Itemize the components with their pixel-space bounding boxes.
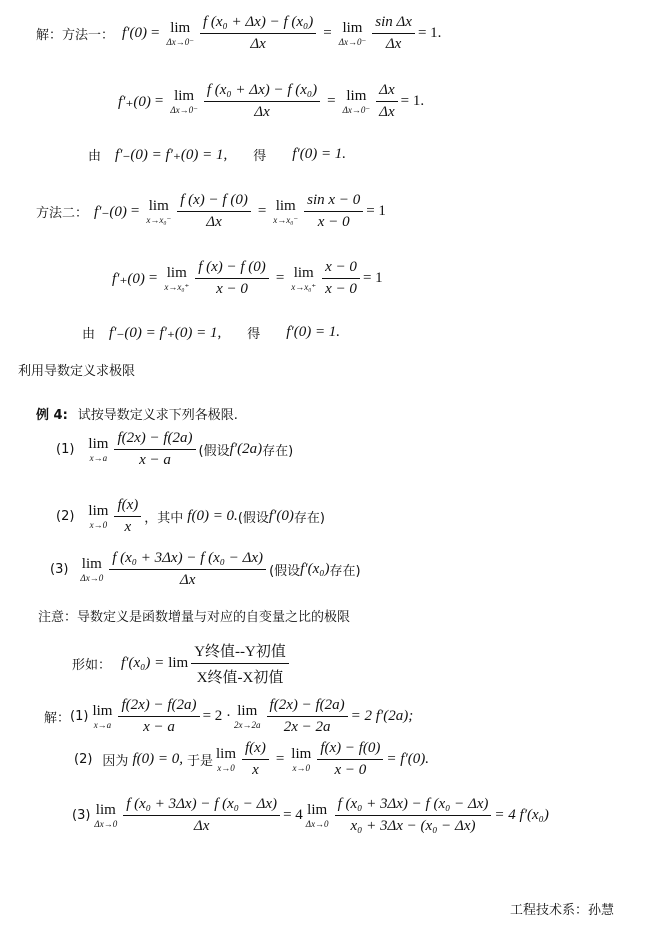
example-item-2: (2) lim x→0 $\frac{f(x)}{x}$ ，其中 f(0) = 0. (假设 f′(0) 存在) [56,497,325,535]
fraction: $\frac{\text{Y终值--Y初值}}{\text{X终值-X初值}}$ [191,640,289,687]
fraction: $\frac{\text{f (x₀ + 3Δx) − f (x₀ − Δx)}}{\Delta x}$ [123,796,280,835]
example-item-1: (1) lim x→a $\frac{f(2x) - f(2a)}{x - a}$ (假设 f′(2a) 存在) [56,430,294,468]
lhs: f′₊(0) [118,94,151,110]
limit: lim x→a [92,702,113,730]
method2-label: 方法二： [36,206,89,221]
limit: lim Δx→0 [305,801,329,829]
fraction: $\frac{\text{f (x₀ + Δx) − f (x₀)}}{\Delta x}$ [200,14,316,53]
limit: lim x→0 [291,745,312,773]
fraction: $\frac{\text{f (x₀ + 3Δx) − f (x₀ − Δx)}}{\text{x₀ + 3Δx − (x₀ − Δx)}}$ [335,796,492,835]
example-header [36,404,238,423]
limit: lim x→x₀⁺ [291,264,317,292]
limit: lim Δx→0 [94,801,118,829]
solution-3: (3) lim Δx→0 $\frac{\text{f (x₀ + 3Δx) − f (x₀ − Δx)}}{\Delta x}$ = 4 lim Δx→0 $\frac{\text{f (x₀ + 3Δx) − f (x₀ − Δx)}}{\text{x₀ + 3Δx − (x₀ − Δx)}}$ = 4 f′(x₀) [72,796,549,834]
lhs: f′₋(0) [94,204,127,220]
fraction: $\frac{f(2x) - f(2a)}{2x - 2a}$ [267,697,348,736]
note-text: 注意：导数定义是函数增量与对应的自变量之比的极限 [38,610,351,625]
fraction: $\frac{\text{f (x₀ + 3Δx) − f (x₀ − Δx)}}{\Delta x}$ [109,550,266,589]
result: = 1 [362,270,383,286]
limit: lim Δx→0 [80,555,104,583]
method1-line2: f′₊(0) = lim Δx→0⁻ $\frac{\text{f (x₀ + Δx) − f (x₀)}}{\Delta x}$ = lim Δx→0⁻ $\frac{\Delta x}{\Delta x}$ = 1. [118,82,425,120]
fraction: $\frac{f(x)}{x}$ [114,497,141,536]
fraction: $\frac{f(x) - f(0)}{x - 0}$ [317,740,383,779]
limit: lim x→a [88,435,109,463]
limit: lim 2x→2a [234,702,261,730]
limit: lim Δx→0⁻ [338,19,367,47]
fraction: $\frac{x - 0}{x - 0}$ [322,259,360,298]
limit: lim Δx→0⁻ [342,87,371,115]
fraction: $\frac{f(2x) - f(2a)}{x - a}$ [118,697,199,736]
limit: lim x→0 [215,745,236,773]
lhs: f′₊(0) [112,271,145,287]
example-item-3: (3) lim Δx→0 $\frac{\text{f (x₀ + 3Δx) − f (x₀ − Δx)}}{\Delta x}$ (假设 f′(x₀) 存在) [50,550,361,588]
fraction: $\frac{\Delta x}{\Delta x}$ [376,82,397,121]
method1-conclusion: 由 f′₋(0) = f′₊(0) = 1, 得 f′(0) = 1. [88,146,347,164]
fraction: $\frac{f(2x) - f(2a)}{x - a}$ [114,430,195,469]
method2-conclusion: 由 f′₋(0) = f′₊(0) = 1, 得 f′(0) = 1. [82,324,341,342]
fraction: $\frac{f(x)}{x}$ [242,740,269,779]
footer-author: 工程技术系：孙慧 [509,903,614,918]
method2-line1: 方法二： f′₋(0) = lim x→x₀⁻ $\frac{f (x) - f (0)}{\Delta x}$ = lim x→x₀⁻ $\frac{\text{sin x − 0}}{x - 0}$ = 1 [36,192,386,230]
result: = 1. [417,25,442,41]
method2-line2: f′₊(0) = lim x→x₀⁺ $\frac{f (x) - f (0)}{x - 0}$ = lim x→x₀⁺ $\frac{x - 0}{x - 0}$ = 1 [112,259,383,297]
limit: lim x→x₀⁻ [146,197,172,225]
result: = 1 [366,203,386,219]
fraction: $\frac{f (x) - f (0)}{\Delta x}$ [177,192,251,231]
method1-label: 解：方法一： [36,28,115,43]
limit: lim x→0 [88,502,109,530]
result: = 1. [400,93,425,109]
fraction: $\frac{\text{f (x₀ + Δx) − f (x₀)}}{\Delta x}$ [204,82,320,121]
fraction: $\frac{\text{sin x − 0}}{x - 0}$ [304,192,363,231]
limit: lim Δx→0⁻ [166,19,194,47]
solution-2: (2) 因为 f(0) = 0, 于是 lim x→0 $\frac{f(x)}{x}$ = lim x→0 $\frac{f(x) - f(0)}{x - 0}$ = f′(0). [74,740,429,778]
method1-line1: 解：方法一： f′(0) = lim Δx→0⁻ $\frac{\text{f (x₀ + Δx) − f (x₀)}}{\Delta x}$ = lim Δx→0⁻ $\frac{\text{sin Δx}}{\Delta x}$ = 1. [36,14,442,52]
example-label: 例 4: [36,408,68,423]
limit: lim Δx→0⁻ [170,87,198,115]
limit: lim x→x₀⁻ [273,197,299,225]
fraction: $\frac{\text{sin Δx}}{\Delta x}$ [372,14,415,53]
fraction: $\frac{f (x) - f (0)}{x - 0}$ [195,259,269,298]
section-title: 利用导数定义求极限 [18,364,136,379]
example-prompt: 试按导数定义求下列各极限. [77,408,238,423]
note-form: 形如： f′(x₀) = lim $\frac{\text{Y终值--Y初值}}{\text{X终值-X初值}}$ [72,640,292,687]
limit: lim x→x₀⁺ [164,264,190,292]
solution-1: 解： (1) lim x→a $\frac{f(2x) - f(2a)}{x - a}$ = 2 · lim 2x→2a $\frac{f(2x) - f(2a)}{2x - 2a}$ = 2 f′(2a); [44,697,414,735]
lhs: f′(0) [122,25,147,41]
